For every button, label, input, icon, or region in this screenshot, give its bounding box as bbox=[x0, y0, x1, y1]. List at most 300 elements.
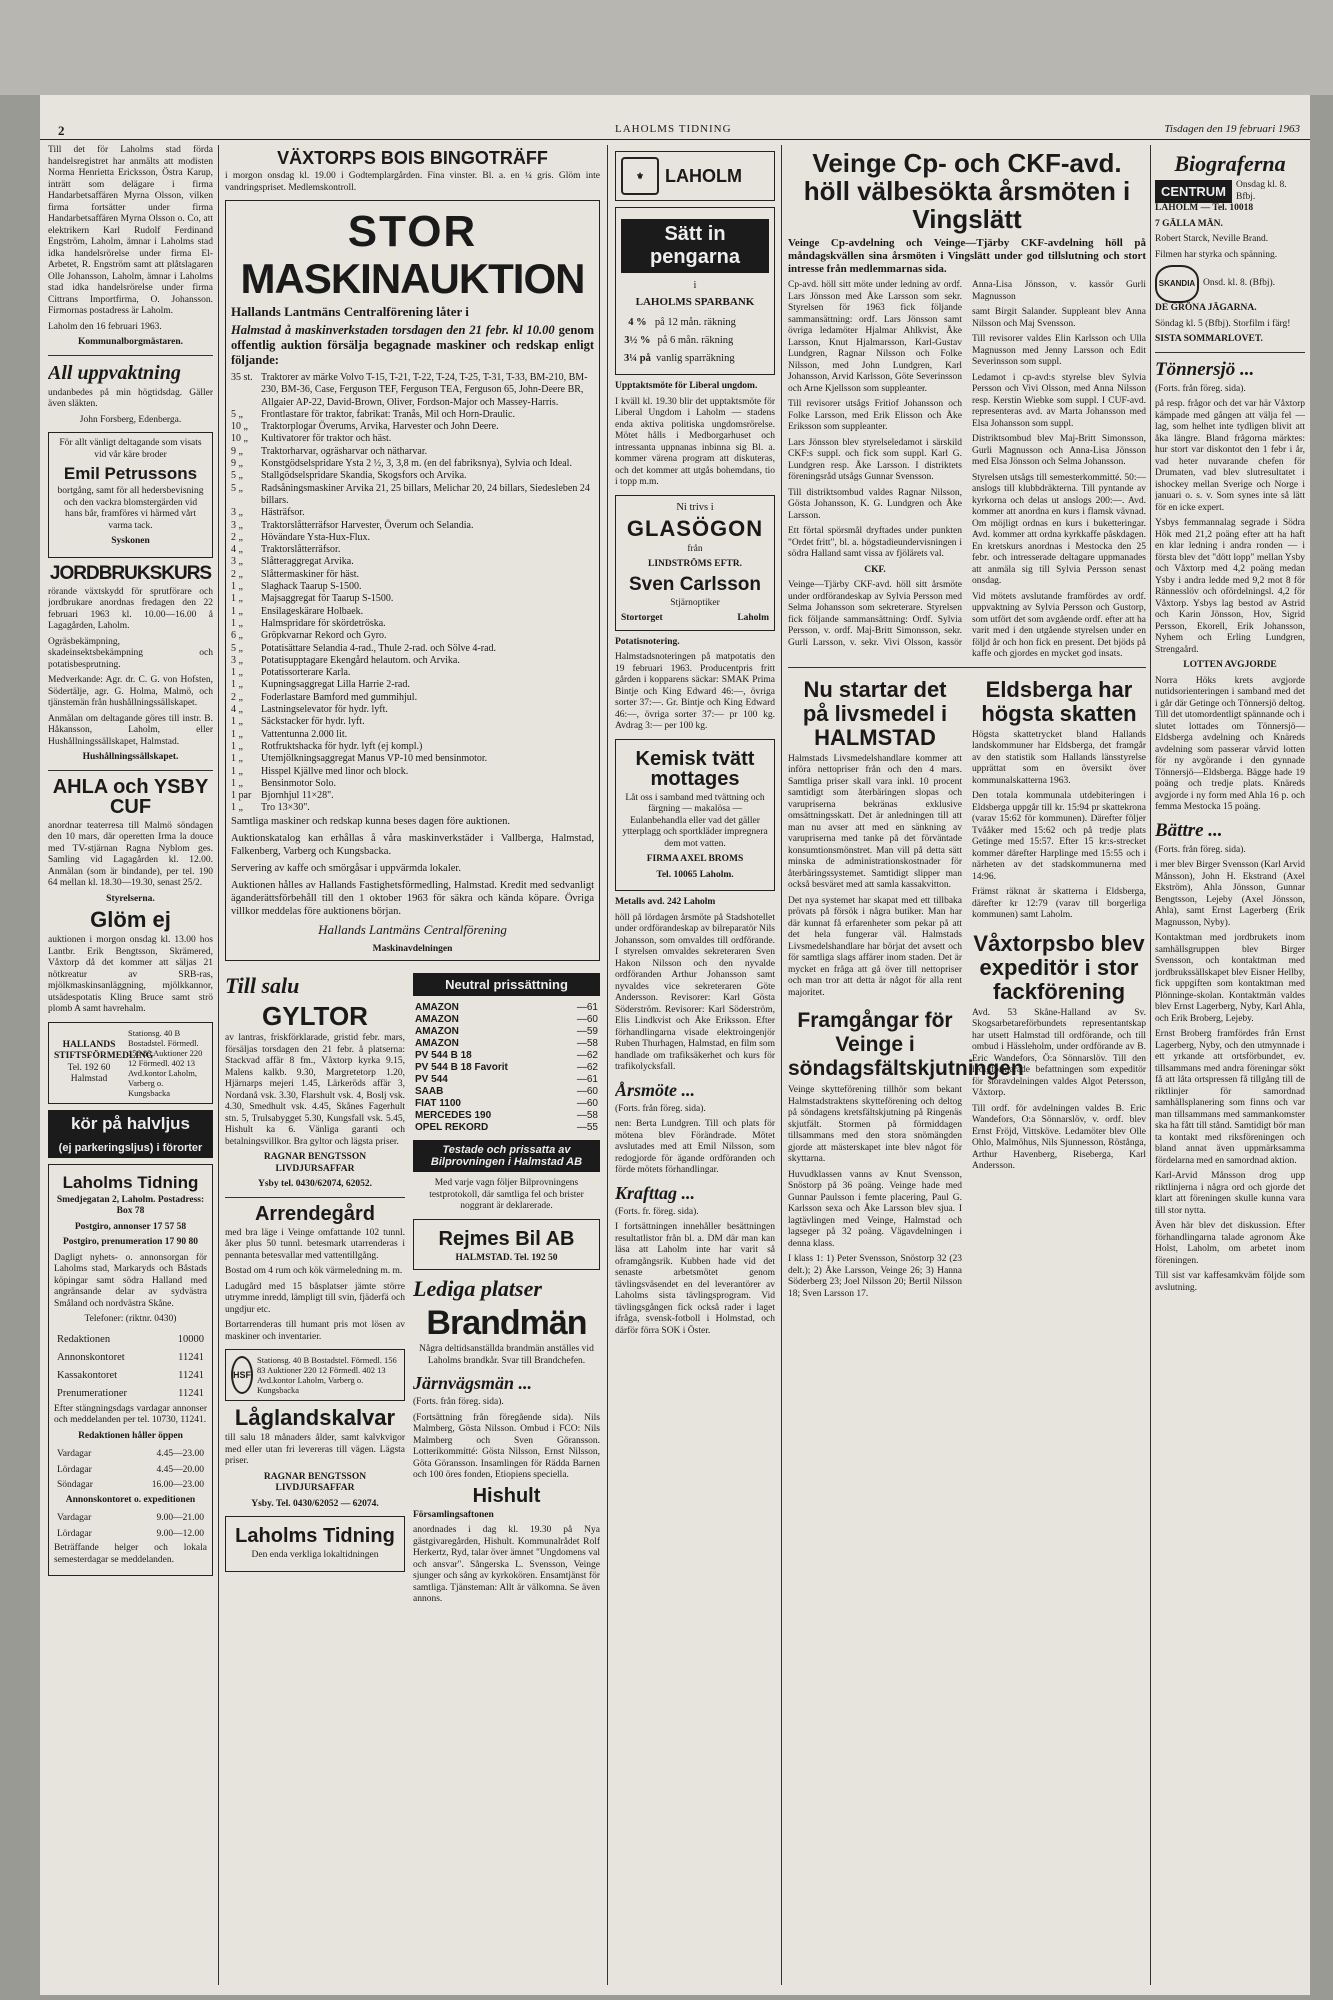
stor-heading: STOR bbox=[347, 207, 478, 256]
lot-text: Hövändare Ysta-Hux-Flux. bbox=[261, 531, 371, 543]
lot-count: 9 „ bbox=[231, 458, 243, 470]
hours-value: 4.45—20.00 bbox=[156, 1464, 204, 1475]
livsmedel-text: Halmstads Livsmedelshandlare kommer att införa nettopriser från och den 4 mars. Samtliga priser skall vara inkl. 10 procent samtidigt som återbäringen slopas och varupriserna bekränas exklusive omsättningsskatt. Det är anledningen till att man nu avser att med en sänkning av varupriserna med tanke på det förväntade konsumtionsmönstret. Man vill på detta sätt minska de administrationskostnader för återbäringssystemet. Samtidigt slipper man också besväret med att samla kassakvitton. bbox=[788, 753, 962, 890]
ahla-title: AHLA och YSBY CUF bbox=[52, 775, 209, 818]
tidning-giro-2: Postgiro, prenumeration 17 90 80 bbox=[62, 1237, 199, 1247]
car-year: —62 bbox=[576, 1050, 598, 1062]
stortorget: Stortorget bbox=[621, 613, 663, 623]
lot-text: Rotfruktshacka för hydr. lyft (ej kompl.) bbox=[261, 740, 423, 752]
film-2-note: Söndag kl. 5 (Bfbj). Storfilm i färg! bbox=[1155, 318, 1291, 329]
table-row bbox=[413, 1062, 600, 1074]
arrende-text-2: Bostad om 4 rum och kök värmeledning m. m. bbox=[225, 1266, 403, 1277]
vaxtorp-title: VÄXTORPS BOIS BINGOTRÄFF bbox=[277, 148, 548, 168]
auction-closing-3: Servering av kaffe och smörgåsar i uppvärmda lokaler. bbox=[231, 862, 461, 874]
brandman-heading: Brandmän bbox=[426, 1304, 587, 1343]
emil-sign: Syskonen bbox=[111, 536, 150, 546]
gyltor-sign: RAGNAR BENGTSSON LIVDJURSAFFAR bbox=[263, 1152, 367, 1174]
paper-name: LAHOLMS TIDNING bbox=[615, 123, 732, 135]
list-item bbox=[231, 704, 594, 716]
veinge-para-l: Styrelsen utsågs till semesterkommitté. 50:— anslogs till klubbdräkterna. Till pyntande av kyrkorna och delas ut anslogs 200:—. Avd. kommer att anordna en kurs i flamsk vävnad. Om möjligt ordnas en kurs i buketteringar. Avd. kommer att ordna kyrkkaffe påskdagen. En kretskurs anordnas i Mestocka den 25 febr. och intresserade deltagare uppmanades att anmäla sig till Sylvia Persson senast onsdag. bbox=[972, 472, 1146, 586]
lot-text: Majsaggregat för Taarup S-1500. bbox=[261, 593, 394, 605]
lagland-text: till salu 18 månaders ålder, samt kalvkvigor med eller utan fri levereras till vägen. Lägsta priser. bbox=[225, 1433, 405, 1467]
lot-text: Vattentunna 2.000 lit. bbox=[261, 728, 348, 740]
lediga-title: Lediga platser bbox=[413, 1276, 542, 1302]
tel-label: Annonskontoret bbox=[57, 1351, 125, 1363]
laholms-tidning-title: Laholms Tidning bbox=[235, 1525, 395, 1548]
lot-count: 1 „ bbox=[231, 765, 243, 777]
veinge-para-m: Vid mötets avslutande framfördes av ordf. uppvaktning av Sylvia Persson och Gustorp, som utfört det som avgående ordf. efter att ha varit med i den utgående styrelsen under en följd år och hon fick en present. Det bjöds på kaffe och gjordes en mycket god insats. bbox=[972, 591, 1146, 659]
car-year: —60 bbox=[576, 1098, 598, 1110]
table-row bbox=[56, 1528, 205, 1542]
list-item bbox=[231, 409, 594, 421]
auction-closing-1: Samtliga maskiner och redskap kunna beses dagen före auktionen. bbox=[231, 815, 511, 827]
auction-closing-2: Auktionskatalog kan erhållas å våra maskinverkstäder i Vallberga, Halmstad, Falkenberg, Varberg och Kungsbacka. bbox=[231, 832, 594, 857]
rejmes-text: Med varje vagn följer Bilprovningens testprotokoll, där samtliga fel och brister noggrant är deklarerade. bbox=[429, 1178, 584, 1212]
table-row bbox=[56, 1479, 205, 1493]
veinge-lead: Veinge Cp-avdelning och Veinge—Tjärby CKF-avdelning höll på måndagskvällen sina årsmöten i Vingslätt under god tillslutning och stort intresse från medlemmarnas sida. bbox=[788, 237, 1146, 275]
kor-title: kör på halvljus bbox=[48, 1110, 213, 1138]
lot-text: Radsåningsmaskiner Arvika 21, 25 billars, Melichar 20, 24 billars, Siedesleben 24 billars. bbox=[261, 482, 590, 506]
jordbruk-sign: Hushållningssällskapet. bbox=[82, 752, 179, 762]
tillsalu-title: Till salu bbox=[225, 973, 300, 999]
lagland-sign: RAGNAR BENGTSSON LIVDJURSAFFAR bbox=[263, 1471, 367, 1494]
ann-heading: Annonskontoret o. expeditionen bbox=[65, 1494, 196, 1505]
lot-text: Hästräfsor. bbox=[261, 507, 305, 519]
table-row bbox=[413, 1122, 600, 1134]
divider bbox=[225, 1197, 405, 1198]
lot-text: Lastningselevator för hydr. lyft. bbox=[261, 704, 388, 716]
lot-list bbox=[231, 372, 594, 815]
list-item bbox=[231, 581, 594, 593]
table-row bbox=[413, 1026, 600, 1038]
column-rule bbox=[607, 145, 608, 1985]
jordbruk-text-2: Ogräsbekämpning, skadeinsektsbekämpning och potatisbesprutning. bbox=[48, 636, 213, 670]
car-year: —62 bbox=[576, 1062, 598, 1074]
rejmes-ad bbox=[413, 1219, 600, 1271]
vaxtorp-text: i morgon onsdag kl. 19.00 i Godtemplargården. Fina vinster. Bl. a. en ¼ gris. Glöm inte vandringspriset. Medlemskontroll. bbox=[225, 171, 600, 193]
register-date: Laholm den 16 februari 1963. bbox=[48, 321, 162, 332]
column-2-right bbox=[413, 967, 600, 1610]
newspaper-page bbox=[40, 95, 1310, 1995]
lot-count: 4 „ bbox=[231, 704, 243, 716]
tonnersjo-title: Tönnersjö ... bbox=[1155, 358, 1255, 380]
glasogon-heading: GLASÖGON bbox=[626, 515, 764, 541]
arrende-text: med bra läge i Veinge omfattande 102 tunnl. åker plus 50 tunnl. betesmark utarrenderas i pennanta betesvallar med vattentillgång. bbox=[225, 1227, 405, 1261]
car-model: MERCEDES 190 bbox=[415, 1110, 492, 1122]
hours-value: 4.45—23.00 bbox=[156, 1449, 204, 1459]
hours-value: 9.00—21.00 bbox=[156, 1513, 204, 1523]
car-year: —60 bbox=[576, 1086, 598, 1098]
hishult-title: Hishult bbox=[472, 1484, 541, 1507]
list-item bbox=[231, 630, 594, 642]
table-row bbox=[623, 315, 737, 331]
rate-text: på 6 mån. räkning bbox=[657, 335, 734, 346]
list-item bbox=[231, 692, 594, 704]
table-row bbox=[413, 1086, 600, 1098]
hours-value: 9.00—12.00 bbox=[156, 1528, 204, 1539]
lot-count: 1 „ bbox=[231, 728, 243, 740]
lot-text: Potatisupptagare Ekengård helautom. och Arvika. bbox=[261, 654, 460, 666]
tel-number: 10000 bbox=[177, 1333, 204, 1345]
stortorget-city: Laholm bbox=[737, 613, 769, 623]
lot-text: Traktorslåtterräfsor. bbox=[261, 544, 341, 556]
telephone-table bbox=[54, 1330, 207, 1404]
film-1-cast: Robert Starck, Neville Brand. bbox=[1155, 234, 1269, 244]
lot-count: 3 „ bbox=[231, 507, 243, 519]
lot-count: 1 „ bbox=[231, 617, 243, 629]
uppvaktning-sign: John Forsberg, Edenberga. bbox=[79, 414, 182, 425]
gyltor-heading: GYLTOR bbox=[262, 1001, 368, 1032]
lot-count: 1 „ bbox=[231, 605, 243, 617]
tel-note: Efter stängningsdags vardagar annonser och meddelanden per tel. 10730, 11241. bbox=[54, 1403, 207, 1425]
lot-text: Utemjölkningsaggregat Manus VP-10 med bensinmotor. bbox=[261, 753, 488, 765]
list-item bbox=[231, 778, 594, 790]
gyltor-text: av lantras, friskförklarade, gristid febr. mars, försäljas torsdagen den 21 febr. å platserna: Stackvad affär 8 fm., Våxtorp kyrka 9.15, Malens kalkb. 9.30, Margretetorp 1.20, Hjärnarps mejeri 1.45, Lärkeröds affär 3, Nordanå vsk. 3.30, Flarshult vsk. 4, Boslj vsk. 4.30, Smedhult vsk. 4.45, Skånes Fagerhult stn. 5, Trulsabygget 5.30, Kungsfall vsk. 5.45, Hishult ka 6. Vänliga garanti och betalningsvillkor. Bra gyltor och lägsta priser. bbox=[225, 1033, 405, 1147]
veinge-para-a: Cp-avd. höll sitt möte under ledning av ordf. Lars Jönsson med Åke Larsson som sekr. Styrelsen för 1963 fick följande sammansättning: ordf. Lars Jönsson samt övriga ledamöter Hjalmar Ahlkvist, Åke Larsson, Knut Hjalmarsson, Karl-Gustav Lundgren, Ragnar Nilsson och Folke Nilsson, med John Lundgren, Karl Johansson, Arvid Karlsson, Göte Severinsson och Arne Kjellsson som suppleanter. bbox=[788, 280, 962, 394]
lot-count: 1 „ bbox=[231, 581, 243, 593]
auction-sign-division: Maskinavdelningen bbox=[372, 943, 453, 954]
list-item bbox=[231, 593, 594, 605]
eldsberga-headline: Eldsberga har högsta skatten bbox=[981, 676, 1137, 726]
lot-count: 10 „ bbox=[231, 433, 248, 445]
lot-text: Gröpkvarnar Rekord och Gyro. bbox=[261, 630, 387, 642]
film-1: 7 GÄLLA MÄN. bbox=[1155, 218, 1223, 229]
laholms-tidning-sub: Den enda verkliga lokaltidningen bbox=[251, 1550, 379, 1561]
tidning-title: Laholms Tidning bbox=[62, 1172, 199, 1192]
table-row bbox=[56, 1368, 205, 1384]
biografer-title: Biograferna bbox=[1174, 151, 1286, 176]
table-row bbox=[56, 1350, 205, 1366]
sven-carlsson: Sven Carlsson bbox=[629, 573, 761, 595]
film-3: SISTA SOMMARLOVET. bbox=[1155, 334, 1263, 344]
lot-count: 4 „ bbox=[231, 544, 243, 556]
hours-value: 16.00—23.00 bbox=[151, 1480, 204, 1490]
centrum-badge: CENTRUM bbox=[1155, 180, 1232, 203]
lot-text: Foderlastare Bamford med gummihjul. bbox=[261, 691, 418, 703]
gyltor-tel: Ysby tel. 0430/62074, 62052. bbox=[258, 1179, 372, 1190]
veinge-para-f: CKF. bbox=[864, 564, 886, 575]
livsmedel-headline: Nu startar det på livsmedel i HALMSTAD bbox=[802, 676, 948, 750]
table-row bbox=[56, 1464, 205, 1478]
table-row bbox=[413, 1074, 600, 1086]
uppvaktning-title: All uppvaktning bbox=[48, 361, 181, 384]
veinge-para-c: Lars Jönsson blev styrelseledamot i särskild CKF:s suppl. och fick som suppl. Karl G. Lundgren resp. Åke Larsson. I distriktets föreningsråd utsågs Gunnar Svensson. bbox=[788, 437, 962, 482]
hallands-tel: Tel. 192 60 Halmstad bbox=[67, 1062, 111, 1084]
list-item bbox=[231, 520, 594, 532]
satt-sub: i bbox=[693, 280, 697, 291]
skandia-info: Onsd. kl. 8. (Bfbj). bbox=[1203, 278, 1276, 289]
price-table bbox=[413, 1002, 600, 1134]
car-model: AMAZON bbox=[415, 1026, 459, 1038]
maskinauktion-heading: MASKINAUKTION bbox=[240, 255, 585, 302]
satt-title: Sätt in pengarna bbox=[621, 219, 769, 273]
lotten-text: Norra Höks krets avgjorde nutidsorienteringen i samband med det i går där Getinge och Tönnersjö deltog. Till det utomordentligt spännande och i slutet lottades om Tönnersjö—Eldsberga avdelning och Knäreds avdelning som passerar vårvid lotten för ny avgörande i den gynnade Tönnersjö—Eldsberga. Bägge hade 19 poäng och tredje plats. Knäreds avgjorde i ny form med Ahla 16 p. och femma Mestocka 15 poäng. bbox=[1155, 675, 1305, 812]
laholm-tel: LAHOLM — Tel. 10018 bbox=[1155, 203, 1254, 213]
tonnersjo-text-2: Ysbys femmannalag segrade i Södra Hök med 21,2 poäng efter att ha haft en klar ledning i andra ronden — i första blev det "dött lopp" mellan Ysby och Våxtorp med 4,2 poäng medan Ysby i andra ledde med 9,2 mot 8 för Rännesslöv och ofördelningsl. 4,2 för Våxtorp. Ysbys lag bestod av Astrid och Karin Jönsson, Hov, Sigrid Persson, Ekorell, Erik Johansson, Nyhem och Erling Lundgren, Strengaård. bbox=[1155, 518, 1305, 655]
column-2-left bbox=[225, 967, 405, 1610]
lot-count: 1 „ bbox=[231, 679, 243, 691]
battre-title: Bättre ... bbox=[1155, 819, 1223, 841]
car-model: SAAB bbox=[415, 1086, 444, 1098]
battre-text: i mer blev Birger Svensson (Karl Arvid Månsson), John H. Ekstrand (Axel Ekström), Ahla Jönsson, Gunnar Bengtsson, Lejeby (Axel Jönsson, Ahla), samt Ernst Lagerberg (Erik Magnusson, Nyby). bbox=[1155, 860, 1305, 928]
red-hours-table bbox=[54, 1446, 207, 1495]
list-item bbox=[231, 556, 594, 568]
framgangar-headline: Framgångar för Veinge i söndagsfältskjutningen bbox=[788, 1009, 1024, 1080]
header-rule bbox=[40, 139, 1310, 140]
list-item bbox=[231, 790, 594, 802]
jarnvags-title: Järnvägsmän ... bbox=[413, 1373, 533, 1394]
lot-text: Ensilageskärare Holbaek. bbox=[261, 605, 364, 617]
laholms-tidning-ad bbox=[225, 1516, 405, 1572]
brandman-text: Några deltidsanställda brandmän anställes vid Laholms brandkår. Svar till Brandchefen. bbox=[419, 1344, 594, 1366]
livsmedel-text-2: Det nya systemet har skapat med ett tillbaka prövats på försök i några butiker. Man har där kunnat få erfarenheter som pekar på att det hela fungerar väl. Halmstads Livsmedelshandlare har börjat det avsett och för samtliga slags affärer inom staden. Det är mycket en fråga att gå över till nettopriser och man tror att detta är något för alla rent majoritet. bbox=[788, 895, 962, 998]
glasogon-ad bbox=[615, 495, 775, 631]
livsmedel-article bbox=[788, 674, 1024, 1305]
veinge-para-j: Ledamot i cp-avd:s styrelse blev Sylvia Persson och Vivi Olsson, med Anna Nilsson resp. Kerstin Wiebke som suppl. I CUF-avd. representeras avd. av Marta Johansson med Elsa Johansson som suppl. bbox=[972, 372, 1146, 429]
divider bbox=[788, 667, 1146, 668]
hallands-ad bbox=[48, 1022, 213, 1104]
lot-text: Potatisättare Selandia 4-rad., Thule 2-rad. och Sölve 4-rad. bbox=[261, 642, 497, 654]
lot-count: 3 „ bbox=[231, 654, 243, 666]
lot-count: 5 „ bbox=[231, 470, 243, 482]
rate-text: vanlig sparräkning bbox=[656, 353, 735, 364]
hallands-logo-icon: HSF bbox=[231, 1356, 253, 1394]
column-3 bbox=[615, 145, 775, 1985]
table-row bbox=[413, 1098, 600, 1110]
red-heading: Redaktionen håller öppen bbox=[78, 1430, 183, 1441]
page-number: 2 bbox=[58, 123, 65, 138]
potatis-title: Potatisnotering. bbox=[615, 636, 680, 647]
list-item bbox=[231, 679, 594, 691]
lot-text: Säckstacker för hydr. lyft. bbox=[261, 716, 365, 728]
eldsberga-text: Högsta skattetrycket bland Hallands landskommuner har Eldsberga, det framgår av den statistik som Hallands länsstyrelse upprättat som en översikt över kommunalskatterna 1963. bbox=[972, 729, 1146, 786]
kraftag-sub: (Forts. fr. föreg. sida). bbox=[615, 1206, 699, 1217]
list-item bbox=[231, 643, 594, 655]
lot-text: Frontlastare för traktor, fabrikat: Tranås, Mil och Horn-Draulic. bbox=[261, 408, 515, 420]
film-2: DE GRÖNA JÄGARNA. bbox=[1155, 303, 1257, 313]
rates-table bbox=[621, 313, 739, 369]
rate-percent: 4 % bbox=[628, 317, 647, 328]
car-year: —58 bbox=[576, 1038, 598, 1050]
emil-intro: För allt vänligt deltagande som visats vid vår käre broder bbox=[59, 438, 202, 460]
lot-text: Halmspridare för skördetröska. bbox=[261, 617, 386, 629]
emil-notice bbox=[48, 432, 213, 558]
veinge-para-b: Till revisorer utsågs Fritiof Johansson och Folke Larsson, med Erik Elisson och Åke Eriksson som suppleanter. bbox=[788, 399, 962, 432]
laholm-logo-box bbox=[615, 151, 775, 201]
lot-text: Traktorslåtterräfsor Harvester, Överum och Selandia. bbox=[261, 519, 474, 531]
column-rule bbox=[1150, 145, 1151, 1985]
tonnersjo-sub: (Forts. från föreg. sida). bbox=[1155, 383, 1246, 394]
arrende-text-3: Ladugård med 15 båsplatser jämte större utrymme inredd, lämpligt till svin, fjäderfä och ungdjur etc. bbox=[225, 1281, 405, 1315]
divider bbox=[1155, 352, 1305, 353]
lotten-title: LOTTEN AVGJORDE bbox=[1183, 660, 1277, 670]
battre-sub: (Forts. från föreg. sida). bbox=[1155, 844, 1246, 855]
laholm-logo-text: LAHOLM bbox=[665, 166, 742, 186]
veinge-para-g: Veinge—Tjärby CKF-avd. höll sitt årsmöte under ordförandeskap av Sylvia Persson med Selma Johansson som sekreterare. Styrelsen fick följande sammansättning: Ordf. Sylvia Persson, v. ordf. Maj-Britt Simonsson, sekr. Gurli Larsson, v. sekr. Vivi Olsson, kassör Anna-Lisa Jönsson, v. kassör Gurli Magnusson bbox=[788, 280, 1146, 648]
car-model: PV 544 B 18 bbox=[415, 1050, 472, 1062]
hishult-text: anordnades i dag kl. 19.30 på Nya gästgivaregården, Hishult. Kommunalrådet Rolf Herkertz, Ryd, talar över ämnet "Ungdomens val och ansvar". Sångerska L. Svensson, Veinge sjunger och sång av kyrkokören. Ensamtjänst för samtliga. Tjänsteman: Allt är välkomna. Se även annons. bbox=[413, 1525, 600, 1605]
veinge-para-i: Till revisorer valdes Elin Karlsson och Ulla Magnusson med Jenny Larsson och Edit Severinsson som suppl. bbox=[972, 334, 1146, 367]
lot-text: Potatissorterare Karla. bbox=[261, 667, 351, 679]
column-5 bbox=[1155, 145, 1305, 1985]
sparbank-name: LAHOLMS SPARBANK bbox=[635, 296, 755, 308]
car-model: FIAT 1100 bbox=[415, 1098, 461, 1110]
lot-text: Slaghack Taarup S-1500. bbox=[261, 581, 362, 593]
crest-icon: ⚜ bbox=[621, 157, 659, 195]
column-4 bbox=[788, 145, 1146, 1985]
framgangar-text-3: I klass 1: 1) Peter Svensson, Snöstorp 32 (23 delt.); 2) Åke Larsson, Veinge 26; 3) Hanna Söderberg 23; Joel Nilsson 20; Bertil Nilsson 18; Sven Larsson 17. bbox=[788, 1254, 962, 1299]
testade-banner: Testade och prissatta av Bilprovningen i Halmstad AB bbox=[413, 1140, 600, 1172]
table-row bbox=[623, 333, 737, 349]
hallands-logo bbox=[54, 1039, 154, 1086]
hallands-ad-2 bbox=[225, 1349, 405, 1401]
skandia-logo: SKANDIA bbox=[1155, 265, 1199, 303]
car-model: PV 544 B 18 Favorit bbox=[415, 1062, 508, 1074]
table-row bbox=[623, 351, 737, 367]
car-model: AMAZON bbox=[415, 1014, 459, 1026]
vaxtorpsbo-text: Avd. 53 Skåne-Halland av Sv. Skogsarbetareförbundets representantskap har utsett Halmstad till ordförande, och till ombud i Hässleholm, under ordförande av B. Eric Wandefors, Ö:a Sönnarslöv. Till den ledigförklarade befattningen som expeditör för storavdelningen valdes Algot Petersson, Våxtorp. bbox=[972, 1007, 1146, 1098]
divider bbox=[48, 770, 213, 771]
tonnersjo-text: på resp. frågor och det var här Våxtorp kämpade med gången att välja fel — lag, som helhet inte tydligen blivit att åka längre. Bland frågorna märktes: hur stort var diskontot den 1 febr i år, vad heter nuvarande chefen för Drumaten, vad blev slutresultatet i ishockey mellan Sverige och Norge i januari o. s. v. Som synes inte så lätt för en icke expert. bbox=[1155, 399, 1305, 513]
vaxtorpsbo-text-2: Till ordf. för avdelningen valdes B. Eric Wandefors, O:a Sönnarslöv, v. ordf. blev Ernst Fröjd, Vittsköve. Ledamöter blev Olle Ohlo, Malmöhus, Nils Sjunnesson, Röstånga, Arthur Havenberg, Riseberga, Karl Andersson. bbox=[972, 1103, 1146, 1171]
firma-tel: Tel. 10065 Laholm. bbox=[656, 869, 734, 880]
fran: från bbox=[687, 543, 703, 554]
list-item bbox=[231, 655, 594, 667]
lot-count: 1 „ bbox=[231, 667, 243, 679]
divider bbox=[48, 355, 213, 356]
hallands-info: Stationsg. 40 B Bostadstel. Förmedl. 156 83 Auktioner 220 12 Förmedl. 402 13 Avd.kontor Laholm, Varberg o. Kungsbacka bbox=[128, 1027, 203, 1098]
list-item bbox=[231, 766, 594, 778]
film-1-note: Filmen har styrka och spänning. bbox=[1155, 249, 1278, 260]
list-item bbox=[231, 458, 594, 470]
tidning-giro: Postgiro, annonser 17 57 58 bbox=[74, 1221, 187, 1232]
list-item bbox=[231, 532, 594, 544]
jordbruk-text-3: Medverkande: Agr. dr. C. G. von Hofsten, Södertälje, agr. G. Holma, Malmö, och tjänstemän från hushållningssällskapet. bbox=[48, 675, 213, 708]
list-item bbox=[231, 470, 594, 482]
liberal-text: I kväll kl. 19.30 blir det upptaktsmöte för Liberal Ungdom i Laholm — stadens enda aktiva politiska ungdomsrörelse. Mötet hålls i Medborgarhuset och intressanta uppnanas inbinna sig Bl. a. kommer värena program att diskuteras, och det kommer att utgås bohemdans, tio i topp m.m. bbox=[615, 396, 775, 487]
list-item bbox=[231, 446, 594, 458]
lot-count: 9 „ bbox=[231, 445, 243, 457]
lot-text: Konstgödselspridare Ysta 2 ½, 3, 3,8 m. (en del fabriksnya), Sylvia och Ideal. bbox=[261, 458, 572, 470]
kraftag-text: I fortsättningen innehåller besättningen resultatlistor från bl. a. DM där man kan läsa att Laholm inte har varit så oframgångsrik. Kubben hade vid det senaste arbetsmötet genom tävlingsväsendet en del leverantörer av Laholms sista tävlingsprogram. Vid tävlingsgången fick också rader i laget ifråga, svensk-fotboll i Holmstad, och därför förra SOK i Öster. bbox=[615, 1222, 775, 1336]
table-row bbox=[56, 1386, 205, 1402]
car-year: —60 bbox=[576, 1014, 598, 1026]
veinge-para-e: Ett förtal spörsmål dryftades under punkten "Ordet fritt", bl. a. högstadieundervisningen i södra Halland samt vissa av fjölärets val. bbox=[788, 526, 962, 559]
ahla-sign: Styrelserna. bbox=[106, 893, 155, 904]
jordbruk-text-4: Anmälan om deltagande göres till instr. B. Håkansson, Laholm, eller Hushållningssällskapet, Halmstad. bbox=[48, 713, 213, 747]
day-label: Lördagar bbox=[57, 1464, 92, 1475]
car-model: OPEL REKORD bbox=[415, 1122, 489, 1134]
stjarnoptiker: Stjärnoptiker bbox=[670, 597, 720, 608]
lot-text: Tro 13×30". bbox=[261, 802, 310, 814]
table-row bbox=[413, 1014, 600, 1026]
emil-text: bortgång, samt för all hedersbevisning och den vackra blomstergärden vid hans bår, framföres vi härmed vårt varma tack. bbox=[57, 486, 204, 531]
lot-text: Kupningsaggregat Lilla Harrie 2-rad. bbox=[261, 679, 410, 691]
list-item bbox=[231, 507, 594, 519]
lot-text: Slåtteraggregat Arvika. bbox=[261, 556, 354, 568]
list-item bbox=[231, 433, 594, 445]
eldsberga-text-3: Främst räknat är skatterna i Eldsberga, därefter kr 12:79 (varav till borgerliga kommunen) samt Laholm. bbox=[972, 887, 1146, 920]
lot-count: 1 „ bbox=[231, 593, 243, 605]
rate-percent: 3½ % bbox=[624, 335, 651, 346]
lot-count: 1 „ bbox=[231, 716, 243, 728]
lot-text: Stallgödselspridare Skandia, Skogsfors och Arvika. bbox=[261, 470, 467, 482]
kemisk-ad bbox=[615, 739, 775, 892]
car-model: AMAZON bbox=[415, 1002, 459, 1014]
table-row bbox=[413, 1050, 600, 1062]
table-row bbox=[413, 1002, 600, 1014]
metall-text: höll på lördagen årsmöte på Stadshotellet under ordförandeskap av bilreparatör Nils Johansson, som omvaldes till ordförande. I styrelsen omvaldes sekreteraren Sven Hakon Nilsson och den nyvalde ordföranden Arthur Johansson samt nyvaldes vice sekreteraren Göte Andersson. Revisorer: Karl Gösta Söderström. Revisorer: Karl Söderström, Elis Lindkvist och Åke Eriksson. Efter förhandlingarna visade elektroingenjör Ruben Thurhagen, Halmstad, en film som handlade om trafiksäkerhet och kurs för trafikolycksfall. bbox=[615, 912, 775, 1072]
list-item bbox=[231, 741, 594, 753]
lot-count: 10 „ bbox=[231, 421, 248, 433]
eldsberga-text-2: Den totala kommunala utdebiteringen i Eldsberga uppgår till kr. 15:94 pr skattekrona (varav 15:62 för kommunen). Därefter följer Tvååker med 15:62 och på tredje plats Getinge med 15:57. Efter 15 kr:s-strecket kommer därefter Harplinge med 15:55 och i närheten av det stadskommunerna med 14:96. bbox=[972, 791, 1146, 882]
table-row bbox=[413, 1038, 600, 1050]
ann-note: Beträffande helger och lokala semesterdagar se meddelanden. bbox=[54, 1543, 207, 1565]
register-signer: Kommunalborgmästaren. bbox=[77, 337, 184, 347]
battre-text-5: Även här blev det diskussion. Efter förhandlingarna talade agronom Åke Holst, Laholm, om arbetet inom föreningen. bbox=[1155, 1221, 1305, 1266]
lot-count: 2 „ bbox=[231, 531, 243, 543]
kor-sub: (ej parkeringsljus) i förorter bbox=[48, 1138, 213, 1158]
tel-label: Redaktionen bbox=[57, 1333, 111, 1345]
tel-number: 11241 bbox=[178, 1369, 204, 1381]
arrende-text-4: Bortarrenderas till humant pris mot lösen av maskiner och inventarier. bbox=[225, 1320, 405, 1342]
tel-number: 11241 bbox=[178, 1387, 204, 1399]
firma-broms: FIRMA AXEL BROMS bbox=[646, 854, 744, 864]
arsmote-title: Årsmöte ... bbox=[615, 1079, 696, 1100]
glom-text: auktionen i morgon onsdag kl. 13.00 hos Lantbr. Erik Bengtsson, Skrämered, Våxtorp då det kommer att säljas 21 nötkreatur av SRB-ras, mjölkmaskinsanläggning, mjölkkannor, utsädespotatis Kling Bruce samt strö plomb A samt havrehalm. bbox=[48, 935, 213, 1014]
ann-hours-table bbox=[54, 1510, 207, 1543]
potatis-text: Halmstadsnoteringen på matpotatis den 19 februari 1963. Producentpris fritt gården i kopparens säckar: SMAK Prima Bintje och King Edward 46:—, övriga sorter 37:—. Gr. Bintje och King Edward 46:—, övriga sorter 37:— pr 100 kg. Avdrag 3:— per 100 kg. bbox=[615, 652, 775, 731]
jarnvags-sub: (Forts. från föreg. sida). bbox=[413, 1397, 504, 1408]
day-label: Vardagar bbox=[57, 1513, 92, 1523]
rate-text: på 12 mån. räkning bbox=[654, 317, 736, 328]
table-row bbox=[56, 1512, 205, 1526]
lot-text: Traktorharvar, ogräsharvar och nätharvar. bbox=[261, 445, 428, 457]
lot-text: Traktorplogar Överums, Arvika, Harvester och John Deere. bbox=[261, 421, 499, 433]
veinge-para-h: samt Birgit Salander. Suppleant blev Anna Nilsson och Maj Svensson. bbox=[972, 307, 1146, 329]
column-1 bbox=[48, 145, 213, 1985]
scan-margin bbox=[0, 0, 1333, 95]
lot-text: Bjornhjul 11×28". bbox=[261, 790, 334, 802]
glom-title: Glöm ej bbox=[90, 907, 171, 932]
emil-name: Emil Petrussons bbox=[63, 464, 198, 483]
car-year: —55 bbox=[576, 1122, 598, 1134]
telephones-heading: Telefoner: (riktnr. 0430) bbox=[84, 1314, 177, 1324]
lot-text: Kultivatorer för traktor och häst. bbox=[261, 433, 392, 445]
car-year: —61 bbox=[576, 1002, 598, 1014]
framgangar-text-2: Huvudklassen vanns av Knut Svensson, Snöstorp på 36 poäng. Veinge hade med Gunnar Paulsson i femte placering, Paul G. Karlsson sexa och Åke Larsson blev sjua. I lagtävlingen med Veinge, Halmstad och lagseger på 32 poäng. Vägavdelningen i denna klass. bbox=[788, 1169, 962, 1249]
tel-number: 11241 bbox=[178, 1351, 204, 1363]
lot-count: 1 „ bbox=[231, 753, 243, 765]
jordbruk-text: rörande växtskydd för sprutförare och jordbrukare anordnas fredagen den 22 februari 1963 kl. 10.00—16.00 å Lagagården, Laholm. bbox=[48, 586, 213, 631]
list-item bbox=[231, 372, 594, 409]
auction-intro: genom offentlig auktion försälja begagnade maskiner och redskap enligt följande: bbox=[231, 323, 594, 367]
veinge-para-d: Till distriktsombud valdes Ragnar Nilsson, Gösta Johansson, K. G. Lundgren och Åke Larsson. bbox=[788, 487, 962, 521]
lot-count: 5 „ bbox=[231, 642, 243, 654]
lot-count: 5 „ bbox=[231, 408, 243, 420]
list-item bbox=[231, 618, 594, 630]
list-item bbox=[231, 544, 594, 556]
lot-count: 1 „ bbox=[231, 777, 243, 789]
hishult-sub: Församlingsaftonen bbox=[413, 1509, 494, 1520]
auction-intro-italic: Halmstad å maskinverkstaden torsdagen den 21 febr. kl 10.00 bbox=[231, 323, 555, 337]
list-item bbox=[231, 716, 594, 728]
list-item bbox=[231, 729, 594, 741]
list-item bbox=[231, 606, 594, 618]
tidning-description: Dagligt nyhets- o. annonsorgan för Laholms stad, Markaryds och Båstads köpingar samt södra Halland med angränsande delar av sydvästra Småland och nordvästra Skåne. bbox=[54, 1252, 207, 1309]
lot-count: 1 „ bbox=[231, 802, 243, 814]
car-year: —58 bbox=[576, 1110, 598, 1122]
